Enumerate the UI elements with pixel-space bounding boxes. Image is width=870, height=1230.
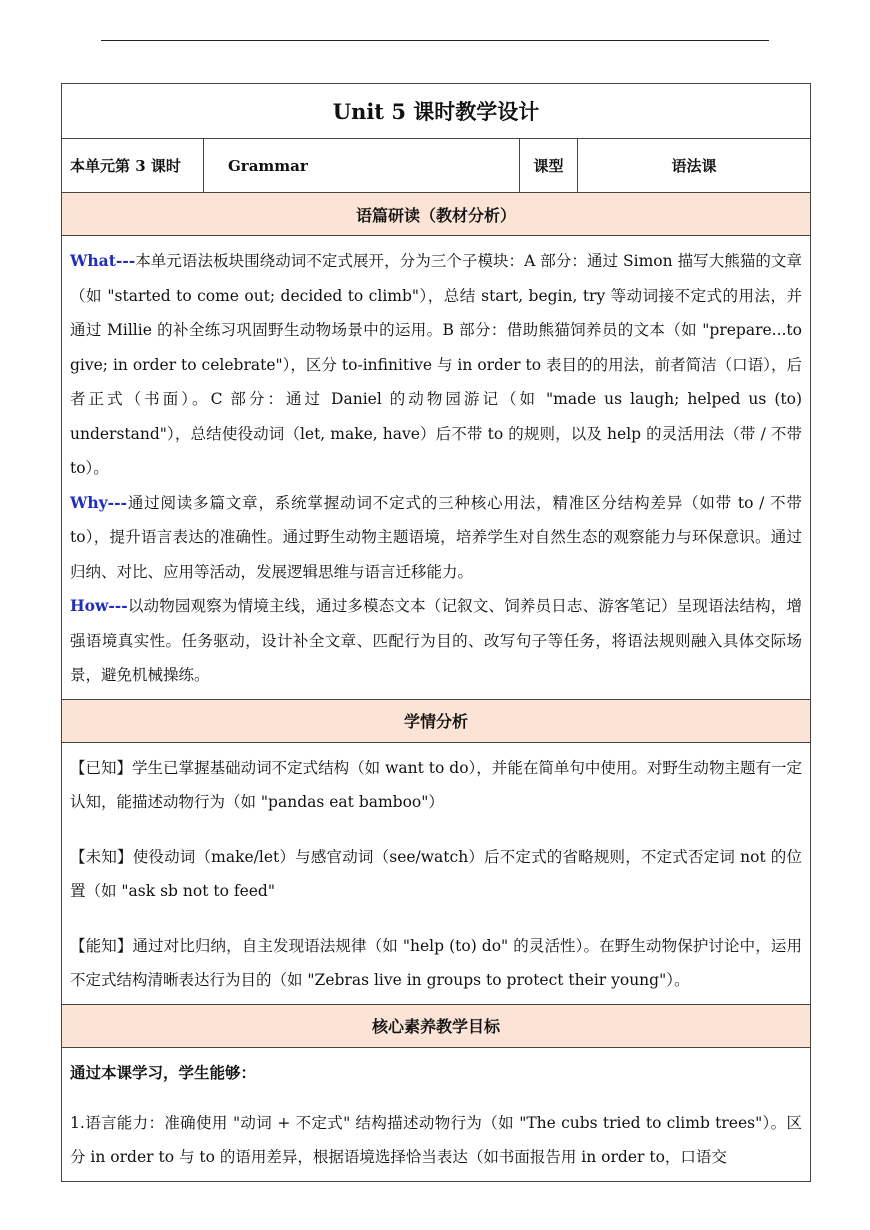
known-paragraph: 【已知】学生已掌握基础动词不定式结构（如 want to do），并能在简单句中使用。对野生动物主题有一定认知，能描述动物行为（如 "pandas eat bamboo"） [70,758,802,811]
meta-row [62,139,810,193]
what-paragraph [70,244,802,486]
section-heading-students: 学情分析 [62,700,810,743]
why-text: 通过阅读多篇文章，系统掌握动词不定式的三种核心用法，精准区分结构差异（如带 to / 不带 to），提升语言表达的准确性。通过野生动物主题语境，培养学生对自然生态的观察能力与环保意识。通过归纳、对比、应用等活动，发展逻辑思维与语言迁移能力。 [70,493,802,581]
why-paragraph [70,486,802,590]
lesson-number: 本单元第 3 课时 [62,139,204,192]
lesson-topic: Grammar [204,139,520,192]
section-heading-analysis: 语篇研读（教材分析） [62,193,810,236]
lesson-type-label: 课型 [520,139,578,192]
section-heading-goals: 核心素养教学目标 [62,1005,810,1048]
students-content [62,743,810,1005]
how-text: 以动物园观察为情境主线，通过多模态文本（记叙文、饲养员日志、游客笔记）呈现语法结构，增强语境真实性。任务驱动，设计补全文章、匹配行为目的、改写句子等任务，将语法规则融入具体交际场景，避免机械操练。 [70,597,802,684]
lesson-plan-table [61,83,811,1182]
analysis-content [62,236,810,700]
able-paragraph: 【能知】通过对比归纳，自主发现语法规律（如 "help (to) do" 的灵活性）。在野生动物保护讨论中，运用不定式结构清晰表达行为目的（如 "Zebras live in groups to protect their young"）。 [70,936,802,989]
goals-lead: 通过本课学习，学生能够： [70,1062,257,1082]
goal-1: 1.语言能力：准确使用 "动词 + 不定式" 结构描述动物行为（如 "The cubs tried to climb trees"）。区分 in order to 与 to 的语用差异，根据语境选择恰当表达（如书面报告用 in order to，口语交 [70,1113,802,1166]
how-paragraph [70,589,802,693]
what-label: What--- [70,251,136,270]
lesson-type-value: 语法课 [671,157,717,175]
goals-content [62,1048,810,1182]
unknown-paragraph: 【未知】使役动词（make/let）与感官动词（see/watch）后不定式的省略规则，不定式否定词 not 的位置（如 "ask sb not to feed" [70,847,802,900]
how-label: How--- [70,596,128,615]
why-label: Why--- [70,492,127,512]
page-title: Unit 5 课时教学设计 [62,84,810,139]
header-rule [101,40,769,41]
what-text: 本单元语法板块围绕动词不定式展开，分为三个子模块：A 部分：通过 Simon 描写大熊猫的文章（如 "started to come out; decided to climb"），总结 start, begin, try 等动词接不定式的用法，并通过 Millie 的补全练习巩固野生动物场景中的运用。B 部分：借助熊猫饲养员的文本（如 "prepare...to give; in order to celebrate"），区分 to-infinitive 与 in order to 表目的的用法，前者简洁（口语），后者正式（书面）。C 部分：通过 Daniel 的动物园游记（如 "made us laugh; helped us (to) understand"），总结使役动词（let, make, have）后不带 to 的规则，以及 help 的灵活用法（带 / 不带 to）。 [70,252,802,477]
